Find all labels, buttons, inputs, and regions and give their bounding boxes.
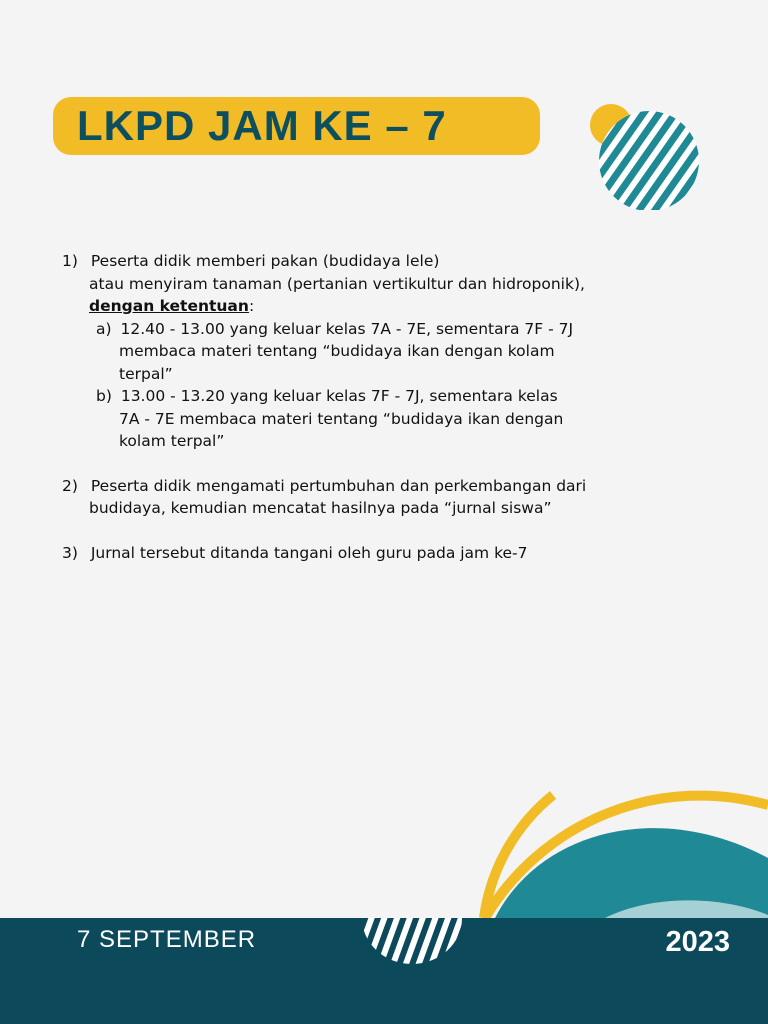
list-text: Peserta didik mengamati pertumbuhan dan perkembangan dari	[90, 476, 587, 495]
sub-text: 7A - 7E membaca materi tentang “budidaya ikan dengan	[119, 409, 564, 428]
list-number: 3)	[62, 543, 78, 562]
sub-text: kolam terpal”	[119, 432, 225, 450]
list-number: 1)	[62, 252, 78, 270]
emphasis-text: dengan ketentuan	[89, 297, 249, 315]
sub-text: 12.40 - 13.00 yang keluar kelas 7A - 7E, sementara 7F - 7J	[120, 319, 574, 338]
footer-date: 7 SEPTEMBER	[77, 926, 257, 953]
striped-semicircle	[362, 918, 462, 964]
sub-text: membaca materi tentang “budidaya ikan dengan kolam	[119, 342, 555, 360]
sub-label: b)	[96, 387, 112, 405]
list-text: budidaya, kemudian mencatat hasilnya pada “jurnal siswa”	[89, 499, 552, 517]
list-text: atau menyiram tanaman (pertanian vertikultur dan hidroponik),	[89, 274, 585, 293]
sub-text: terpal”	[119, 364, 173, 383]
sub-text: 13.00 - 13.20 yang keluar kelas 7F - 7J, sementara kelas	[120, 387, 558, 405]
sub-label: a)	[96, 319, 112, 338]
page-title: LKPD JAM KE – 7	[77, 102, 447, 149]
emphasis-suffix: :	[248, 297, 255, 315]
list-text: Jurnal tersebut ditanda tangani oleh guru pada jam ke-7	[90, 543, 528, 562]
footer-year: 2023	[665, 926, 730, 958]
list-text: Peserta didik memberi pakan (budidaya lele)	[90, 252, 440, 270]
list-number: 2)	[62, 476, 78, 495]
